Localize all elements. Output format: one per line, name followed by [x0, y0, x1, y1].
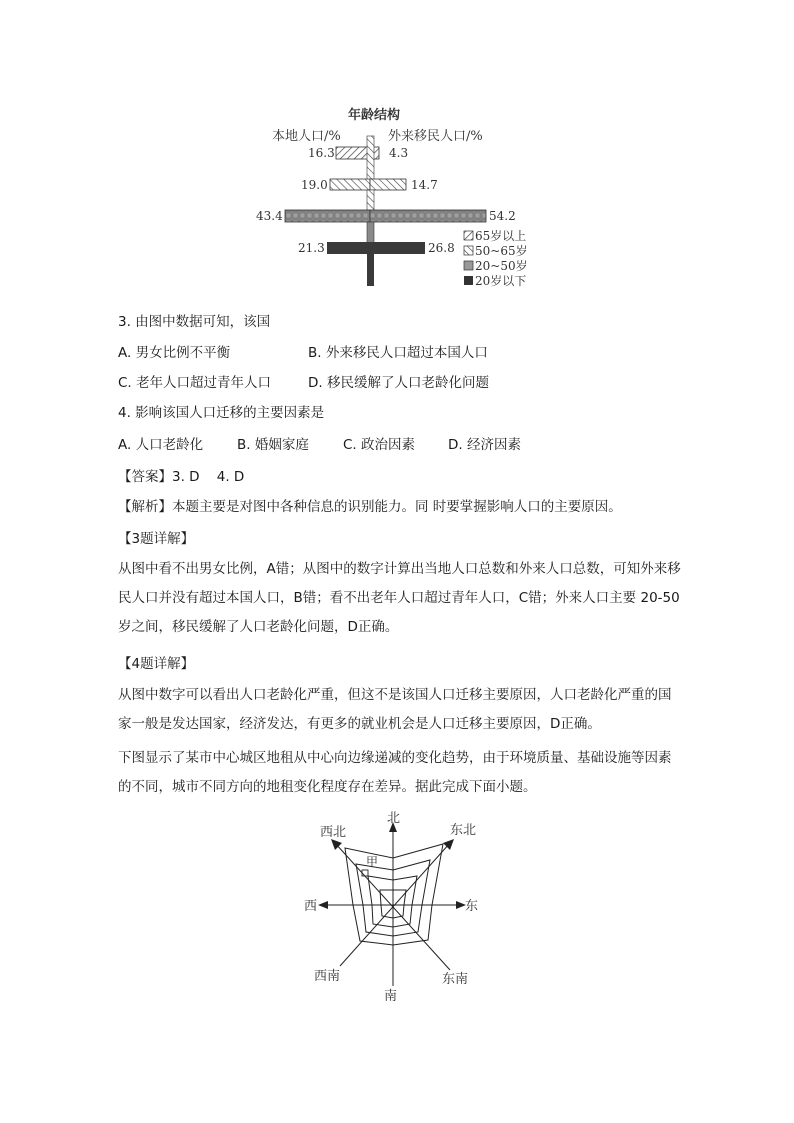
detail4-title: 【4题详解】	[118, 656, 195, 672]
value-local-20-50: 43.4	[256, 209, 283, 223]
dir-northwest: 西北	[320, 825, 347, 840]
q4-option-d: D. 经济因素	[448, 437, 521, 453]
spine-middle	[367, 190, 374, 210]
intro-text: 下图显示了某市中心城区地租从中心向边缘递减的变化趋势，由于环境质量、基础设施等因素的不同，城市不同方向的地租变化程度存在差异。据此完成下面小题。	[118, 750, 672, 795]
legend-swatch-50-65	[464, 246, 473, 255]
bar-local-50-65	[330, 179, 370, 190]
value-local-65plus: 16.3	[308, 146, 335, 160]
marker-label: 甲	[366, 855, 379, 869]
legend-20-50: 20~50岁	[475, 259, 528, 273]
land-rent-figure	[300, 808, 490, 1003]
figure1-left-label: 本地人口/%	[272, 129, 341, 144]
q3-option-d: D. 移民缓解了人口老龄化问题	[308, 375, 489, 391]
detail3-text: 从图中看不出男女比例，A错；从图中的数字计算出当地人口总数和外来人口总数，可知外来移民人口并没有超过本国人口，B错；看不出老年人口超过青年人口，C错；外来人口主要 20-50 岁之间，移民缓解了人口老龄化问题，D正确。	[118, 561, 681, 635]
dir-north: 北	[387, 811, 401, 826]
dir-south: 南	[384, 989, 398, 1003]
figure1-title: 年龄结构	[347, 108, 401, 123]
bar-immigrant-20-50	[370, 210, 486, 222]
bar-immigrant-50-65	[370, 179, 406, 190]
value-immigrant-under20: 26.8	[428, 241, 455, 255]
detail4-text: 从图中数字可以看出人口老龄化严重，但这不是该国人口迁移主要原因，人口老龄化严重的国家一般是发达国家，经济发达，有更多的就业机会是人口迁移主要原因，D正确。	[118, 687, 672, 732]
value-immigrant-20-50: 54.2	[489, 209, 516, 223]
value-local-50-65: 19.0	[301, 178, 328, 192]
legend-50-65: 50~65岁	[475, 244, 528, 258]
bar-local-20-50	[285, 210, 370, 222]
spine-bottom	[367, 254, 374, 286]
answer: 【答案】3. D 4. D	[118, 469, 245, 485]
analysis: 【解析】本题主要是对图中各种信息的识别能力。同 时要掌握影响人口的主要原因。	[118, 499, 622, 515]
arrow-west	[318, 901, 328, 909]
age-structure-figure	[250, 100, 550, 295]
marker-box	[362, 870, 368, 876]
value-immigrant-50-65: 14.7	[411, 178, 438, 192]
legend-swatch-under20	[464, 276, 473, 285]
spine-lower	[367, 222, 374, 244]
bar-local-65plus	[336, 147, 370, 159]
dir-southwest: 西南	[314, 969, 341, 984]
figure1-right-label: 外来移民人口/%	[388, 129, 483, 144]
q3-option-a: A. 男女比例不平衡	[118, 345, 231, 361]
q3-stem: 3. 由图中数据可知，该国	[118, 314, 271, 330]
bar-local-under20	[327, 242, 370, 254]
dir-east: 东	[465, 899, 479, 914]
contour-outer	[345, 844, 443, 945]
legend-65plus: 65岁以上	[475, 229, 527, 243]
legend-under20: 20岁以下	[475, 274, 527, 288]
dir-southeast: 东南	[442, 972, 469, 987]
value-local-under20: 21.3	[298, 241, 325, 255]
legend-swatch-65plus	[464, 231, 473, 240]
dir-northeast: 东北	[450, 823, 477, 838]
value-immigrant-65plus: 4.3	[389, 146, 409, 160]
bar-immigrant-under20	[370, 242, 425, 254]
spine-upper	[367, 136, 374, 184]
q4-option-a: A. 人口老龄化	[118, 437, 204, 453]
q3-option-c: C. 老年人口超过青年人口	[118, 375, 272, 391]
q4-option-c: C. 政治因素	[343, 437, 416, 453]
legend-swatch-20-50	[464, 261, 473, 270]
q3-option-b: B. 外来移民人口超过本国人口	[308, 345, 488, 361]
q4-stem: 4. 影响该国人口迁移的主要因素是	[118, 405, 325, 421]
detail3-title: 【3题详解】	[118, 531, 195, 547]
q4-option-b: B. 婚姻家庭	[237, 437, 309, 453]
dir-west: 西	[304, 899, 318, 914]
